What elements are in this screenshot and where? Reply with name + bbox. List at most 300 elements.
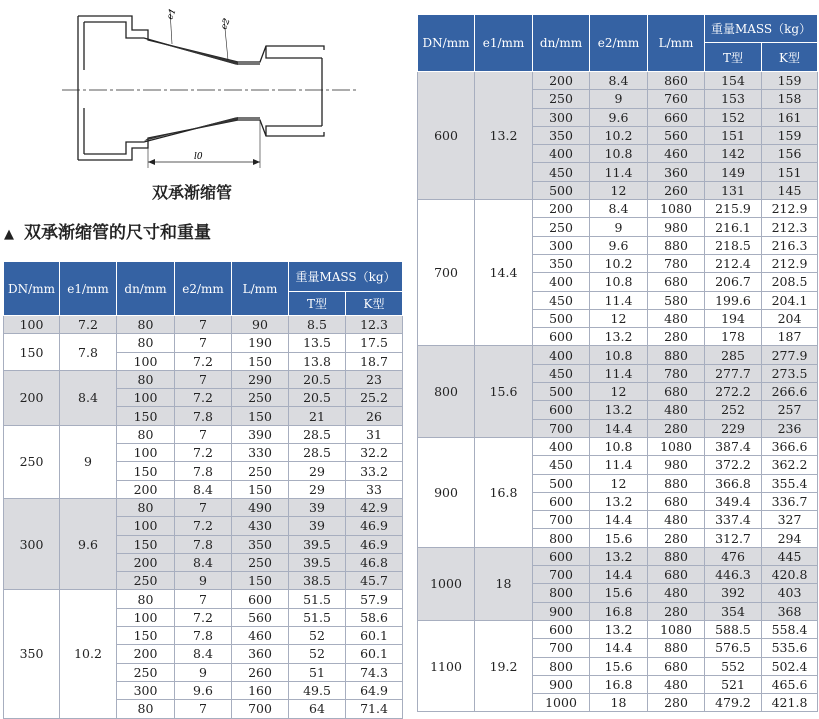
- cell-e2: 18: [590, 694, 648, 712]
- cell-l: 680: [648, 492, 705, 510]
- cell-mass-t: 272.2: [705, 383, 762, 401]
- table-row: [418, 620, 818, 638]
- cell-mass-t: 372.2: [705, 456, 762, 474]
- cell-mass-k: 33: [346, 480, 403, 498]
- cell-e2: 13.2: [590, 492, 648, 510]
- cell-dn: 200: [4, 370, 60, 425]
- cell-dn: 250: [4, 425, 60, 498]
- cell-e1: 19.2: [475, 620, 533, 711]
- cell-dn-small: 100: [117, 389, 175, 407]
- cell-mass-k: 502.4: [762, 657, 818, 675]
- cell-l: 880: [648, 236, 705, 254]
- cell-dn-small: 300: [117, 681, 175, 699]
- cell-mass-k: 12.3: [346, 316, 403, 334]
- cell-dn-small: 80: [117, 590, 175, 608]
- cell-mass-k: 151: [762, 163, 818, 181]
- header-e1: e1/mm: [60, 262, 117, 316]
- cell-mass-k: 60.1: [346, 645, 403, 663]
- cell-mass-k: 71.4: [346, 700, 403, 718]
- cell-l: 430: [232, 517, 289, 535]
- cell-mass-k: 277.9: [762, 346, 818, 364]
- cell-dn-small: 100: [117, 444, 175, 462]
- cell-l: 660: [648, 108, 705, 126]
- cell-dn-small: 600: [533, 492, 590, 510]
- cell-mass-k: 403: [762, 584, 818, 602]
- cell-dn-small: 900: [533, 602, 590, 620]
- cell-e2: 12: [590, 383, 648, 401]
- table-right-body: [418, 72, 818, 712]
- cell-e2: 9: [175, 663, 232, 681]
- cell-l: 460: [232, 627, 289, 645]
- cell-e1: 14.4: [475, 200, 533, 346]
- table-row: [418, 547, 818, 565]
- cell-l: 480: [648, 675, 705, 693]
- cell-e2: 7: [175, 700, 232, 718]
- cell-e2: 14.4: [590, 419, 648, 437]
- cell-e2: 10.2: [590, 254, 648, 272]
- cell-mass-k: 25.2: [346, 389, 403, 407]
- table-left-body: [4, 316, 403, 719]
- header-k: K型: [346, 292, 403, 316]
- cell-dn: 100: [4, 316, 60, 334]
- table-row: [4, 425, 403, 443]
- cell-dn-small: 80: [117, 316, 175, 334]
- cell-mass-k: 558.4: [762, 620, 818, 638]
- cell-mass-t: 38.5: [289, 572, 346, 590]
- cell-e2: 9: [590, 218, 648, 236]
- l0-label: l0: [194, 152, 203, 162]
- cell-l: 190: [232, 334, 289, 352]
- cell-mass-t: 212.4: [705, 254, 762, 272]
- cell-l: 1080: [648, 620, 705, 638]
- cell-e2: 8.4: [590, 200, 648, 218]
- cell-e2: 7: [175, 370, 232, 388]
- cell-mass-t: 312.7: [705, 529, 762, 547]
- cell-dn-small: 200: [117, 645, 175, 663]
- cell-mass-k: 355.4: [762, 474, 818, 492]
- header-dn-small: dn/mm: [117, 262, 175, 316]
- cell-mass-k: 42.9: [346, 498, 403, 516]
- cell-l: 580: [648, 291, 705, 309]
- cell-dn-small: 100: [117, 608, 175, 626]
- cell-dn-small: 250: [533, 90, 590, 108]
- cell-l: 480: [648, 584, 705, 602]
- cell-mass-t: 29: [289, 462, 346, 480]
- cell-mass-t: 149: [705, 163, 762, 181]
- cell-e2: 7: [175, 590, 232, 608]
- cell-e2: 7.8: [175, 627, 232, 645]
- cell-mass-k: 187: [762, 328, 818, 346]
- cell-dn-small: 400: [533, 437, 590, 455]
- triangle-icon: ▲: [4, 227, 14, 242]
- cell-dn: 150: [4, 334, 60, 371]
- cell-mass-k: 23: [346, 370, 403, 388]
- cell-mass-k: 257: [762, 401, 818, 419]
- cell-e2: 8.4: [175, 645, 232, 663]
- cell-e2: 7.2: [175, 517, 232, 535]
- cell-mass-t: 52: [289, 627, 346, 645]
- cell-mass-t: 154: [705, 72, 762, 90]
- cell-dn-small: 450: [533, 163, 590, 181]
- cell-dn-small: 600: [533, 401, 590, 419]
- cell-mass-k: 57.9: [346, 590, 403, 608]
- cell-mass-k: 465.6: [762, 675, 818, 693]
- cell-mass-k: 421.8: [762, 694, 818, 712]
- cell-mass-k: 159: [762, 126, 818, 144]
- cell-mass-k: 236: [762, 419, 818, 437]
- cell-mass-t: 52: [289, 645, 346, 663]
- cell-l: 250: [232, 553, 289, 571]
- cell-l: 560: [648, 126, 705, 144]
- cell-l: 460: [648, 145, 705, 163]
- cell-mass-k: 156: [762, 145, 818, 163]
- cell-dn-small: 150: [117, 627, 175, 645]
- cell-mass-k: 204.1: [762, 291, 818, 309]
- header-dn-small: dn/mm: [533, 15, 590, 72]
- cell-e2: 10.8: [590, 145, 648, 163]
- figure-caption: 双承渐缩管: [152, 183, 233, 202]
- cell-dn-small: 700: [533, 511, 590, 529]
- cell-e2: 10.8: [590, 273, 648, 291]
- cell-l: 600: [232, 590, 289, 608]
- cell-l: 250: [232, 462, 289, 480]
- header-mass: 重量MASS（kg）: [289, 262, 403, 292]
- cell-mass-k: 445: [762, 547, 818, 565]
- section-title: [4, 218, 211, 243]
- cell-e2: 9: [175, 572, 232, 590]
- cell-e2: 12: [590, 181, 648, 199]
- table-row: [4, 370, 403, 388]
- cell-mass-t: 152: [705, 108, 762, 126]
- cell-mass-k: 204: [762, 309, 818, 327]
- cell-mass-t: 446.3: [705, 566, 762, 584]
- cell-l: 980: [648, 218, 705, 236]
- cell-dn-small: 700: [533, 566, 590, 584]
- cell-dn-small: 80: [117, 700, 175, 718]
- cell-dn: 1100: [418, 620, 475, 711]
- cell-l: 150: [232, 407, 289, 425]
- cell-e2: 11.4: [590, 364, 648, 382]
- cell-dn-small: 1000: [533, 694, 590, 712]
- cell-e2: 13.2: [590, 620, 648, 638]
- cell-mass-t: 28.5: [289, 444, 346, 462]
- cell-dn-small: 450: [533, 456, 590, 474]
- cell-mass-k: 266.6: [762, 383, 818, 401]
- cell-e2: 7: [175, 498, 232, 516]
- cell-e2: 15.6: [590, 584, 648, 602]
- cell-mass-t: 142: [705, 145, 762, 163]
- cell-mass-k: 273.5: [762, 364, 818, 382]
- cell-e2: 7.8: [175, 535, 232, 553]
- cell-e2: 8.4: [590, 72, 648, 90]
- cell-e1: 13.2: [475, 72, 533, 200]
- cell-dn-small: 600: [533, 547, 590, 565]
- cell-e1: 9: [60, 425, 117, 498]
- cell-mass-t: 337.4: [705, 511, 762, 529]
- cell-mass-k: 158: [762, 90, 818, 108]
- cell-e2: 13.2: [590, 401, 648, 419]
- cell-l: 280: [648, 419, 705, 437]
- cell-e2: 16.8: [590, 602, 648, 620]
- cell-l: 680: [648, 566, 705, 584]
- cell-mass-k: 26: [346, 407, 403, 425]
- cell-l: 360: [648, 163, 705, 181]
- cell-dn-small: 700: [533, 639, 590, 657]
- cell-mass-t: 13.5: [289, 334, 346, 352]
- header-k: K型: [762, 43, 818, 72]
- cell-mass-k: 17.5: [346, 334, 403, 352]
- cell-mass-t: 51: [289, 663, 346, 681]
- cell-l: 280: [648, 602, 705, 620]
- cell-mass-t: 20.5: [289, 370, 346, 388]
- cell-l: 680: [648, 383, 705, 401]
- cell-e2: 7.8: [175, 407, 232, 425]
- cell-e1: 7.8: [60, 334, 117, 371]
- table-row: [4, 590, 403, 608]
- cell-e2: 7.8: [175, 462, 232, 480]
- cell-mass-k: 420.8: [762, 566, 818, 584]
- cell-e2: 11.4: [590, 291, 648, 309]
- cell-dn-small: 400: [533, 273, 590, 291]
- cell-e2: 10.8: [590, 437, 648, 455]
- cell-mass-t: 476: [705, 547, 762, 565]
- cell-mass-k: 208.5: [762, 273, 818, 291]
- cell-mass-k: 60.1: [346, 627, 403, 645]
- cell-mass-t: 285: [705, 346, 762, 364]
- cell-e1: 9.6: [60, 498, 117, 589]
- cell-l: 560: [232, 608, 289, 626]
- cell-dn-small: 450: [533, 291, 590, 309]
- cell-mass-t: 151: [705, 126, 762, 144]
- cell-e2: 9.6: [590, 236, 648, 254]
- cell-e2: 7.2: [175, 444, 232, 462]
- cell-mass-t: 39: [289, 517, 346, 535]
- cell-l: 260: [648, 181, 705, 199]
- cell-mass-k: 161: [762, 108, 818, 126]
- header-l: L/mm: [232, 262, 289, 316]
- cell-mass-t: 392: [705, 584, 762, 602]
- cell-mass-k: 45.7: [346, 572, 403, 590]
- cell-dn-small: 450: [533, 364, 590, 382]
- cell-mass-t: 216.1: [705, 218, 762, 236]
- header-dn: DN/mm: [4, 262, 60, 316]
- cell-l: 260: [232, 663, 289, 681]
- cell-mass-k: 58.6: [346, 608, 403, 626]
- cell-e2: 10.2: [590, 126, 648, 144]
- header-e1: e1/mm: [475, 15, 533, 72]
- cell-dn-small: 250: [117, 572, 175, 590]
- cell-l: 330: [232, 444, 289, 462]
- cell-dn-small: 500: [533, 383, 590, 401]
- cell-mass-t: 588.5: [705, 620, 762, 638]
- cell-mass-t: 479.2: [705, 694, 762, 712]
- cell-mass-k: 46.9: [346, 517, 403, 535]
- header-dn: DN/mm: [418, 15, 475, 72]
- cell-e2: 13.2: [590, 328, 648, 346]
- header-l: L/mm: [648, 15, 705, 72]
- cell-e2: 14.4: [590, 511, 648, 529]
- cell-mass-t: 252: [705, 401, 762, 419]
- cell-dn-small: 350: [533, 126, 590, 144]
- cell-dn-small: 80: [117, 370, 175, 388]
- cell-mass-t: 51.5: [289, 590, 346, 608]
- cell-dn-small: 600: [533, 620, 590, 638]
- cell-dn-small: 500: [533, 181, 590, 199]
- cell-mass-t: 153: [705, 90, 762, 108]
- cell-mass-t: 21: [289, 407, 346, 425]
- cell-l: 980: [648, 456, 705, 474]
- cell-l: 860: [648, 72, 705, 90]
- cell-e1: 18: [475, 547, 533, 620]
- cell-e2: 7: [175, 316, 232, 334]
- cell-dn-small: 300: [533, 236, 590, 254]
- table-row: [418, 72, 818, 90]
- cell-mass-t: 387.4: [705, 437, 762, 455]
- cell-mass-t: 28.5: [289, 425, 346, 443]
- cell-dn-small: 300: [533, 108, 590, 126]
- cell-dn-small: 800: [533, 584, 590, 602]
- cell-e2: 8.4: [175, 480, 232, 498]
- cell-mass-t: 194: [705, 309, 762, 327]
- cell-dn-small: 200: [533, 72, 590, 90]
- cell-dn: 900: [418, 437, 475, 547]
- cell-l: 350: [232, 535, 289, 553]
- cell-mass-t: 199.6: [705, 291, 762, 309]
- cell-dn-small: 500: [533, 474, 590, 492]
- cell-dn-small: 80: [117, 425, 175, 443]
- header-t: T型: [289, 292, 346, 316]
- cell-dn-small: 80: [117, 498, 175, 516]
- cell-dn-small: 400: [533, 145, 590, 163]
- cell-e1: 7.2: [60, 316, 117, 334]
- cell-dn-small: 80: [117, 334, 175, 352]
- cell-l: 480: [648, 401, 705, 419]
- cell-mass-t: 218.5: [705, 236, 762, 254]
- cell-l: 150: [232, 572, 289, 590]
- cell-l: 280: [648, 529, 705, 547]
- cell-e2: 8.4: [175, 553, 232, 571]
- cell-e2: 13.2: [590, 547, 648, 565]
- cell-l: 280: [648, 328, 705, 346]
- cell-mass-k: 46.9: [346, 535, 403, 553]
- cell-mass-k: 212.9: [762, 200, 818, 218]
- cell-e2: 15.6: [590, 529, 648, 547]
- cell-mass-t: 64: [289, 700, 346, 718]
- cell-e2: 14.4: [590, 566, 648, 584]
- cell-mass-k: 368: [762, 602, 818, 620]
- cell-e2: 12: [590, 474, 648, 492]
- cell-l: 700: [232, 700, 289, 718]
- cell-e2: 10.8: [590, 346, 648, 364]
- cell-l: 1080: [648, 437, 705, 455]
- cell-l: 760: [648, 90, 705, 108]
- cell-dn-small: 250: [117, 663, 175, 681]
- cell-e2: 11.4: [590, 456, 648, 474]
- cell-e2: 9: [590, 90, 648, 108]
- table-row: [418, 200, 818, 218]
- cell-e2: 16.8: [590, 675, 648, 693]
- cell-l: 880: [648, 639, 705, 657]
- cell-l: 150: [232, 352, 289, 370]
- cell-dn: 350: [4, 590, 60, 718]
- cell-dn-small: 500: [533, 309, 590, 327]
- section-title-text: 双承渐缩管的尺寸和重量: [24, 223, 211, 243]
- cell-l: 780: [648, 254, 705, 272]
- header-e2: e2/mm: [590, 15, 648, 72]
- cell-mass-t: 131: [705, 181, 762, 199]
- table-row: [418, 346, 818, 364]
- cell-l: 160: [232, 681, 289, 699]
- cell-mass-k: 32.2: [346, 444, 403, 462]
- cell-mass-k: 327: [762, 511, 818, 529]
- cell-mass-t: 49.5: [289, 681, 346, 699]
- cell-dn: 1000: [418, 547, 475, 620]
- cell-mass-t: 552: [705, 657, 762, 675]
- cell-l: 780: [648, 364, 705, 382]
- cell-mass-t: 206.7: [705, 273, 762, 291]
- cell-dn: 700: [418, 200, 475, 346]
- cell-l: 250: [232, 389, 289, 407]
- cell-dn-small: 100: [117, 517, 175, 535]
- cell-e1: 15.6: [475, 346, 533, 437]
- cell-mass-k: 31: [346, 425, 403, 443]
- e1-label: e1: [165, 7, 179, 22]
- cell-l: 480: [648, 511, 705, 529]
- cell-mass-t: 215.9: [705, 200, 762, 218]
- cell-e2: 7: [175, 334, 232, 352]
- cell-dn-small: 800: [533, 529, 590, 547]
- cell-e2: 11.4: [590, 163, 648, 181]
- cell-dn-small: 250: [533, 218, 590, 236]
- cell-l: 880: [648, 474, 705, 492]
- cell-mass-k: 535.6: [762, 639, 818, 657]
- header-mass: 重量MASS（kg）: [705, 15, 818, 43]
- cell-mass-t: 29: [289, 480, 346, 498]
- cell-dn-small: 600: [533, 328, 590, 346]
- cell-e1: 10.2: [60, 590, 117, 718]
- cell-mass-t: 521: [705, 675, 762, 693]
- cell-dn: 300: [4, 498, 60, 589]
- cell-e1: 8.4: [60, 370, 117, 425]
- cell-l: 490: [232, 498, 289, 516]
- cell-dn-small: 150: [117, 462, 175, 480]
- cell-dn-small: 700: [533, 419, 590, 437]
- cell-mass-t: 39.5: [289, 535, 346, 553]
- cell-mass-k: 336.7: [762, 492, 818, 510]
- cell-mass-k: 33.2: [346, 462, 403, 480]
- reducer-diagram: [60, 2, 360, 180]
- cell-e2: 7.2: [175, 389, 232, 407]
- cell-mass-t: 8.5: [289, 316, 346, 334]
- cell-mass-k: 362.2: [762, 456, 818, 474]
- cell-l: 680: [648, 273, 705, 291]
- cell-mass-k: 159: [762, 72, 818, 90]
- cell-mass-k: 294: [762, 529, 818, 547]
- cell-dn-small: 400: [533, 346, 590, 364]
- cell-l: 880: [648, 346, 705, 364]
- cell-l: 680: [648, 657, 705, 675]
- table-row: [4, 316, 403, 334]
- cell-l: 360: [232, 645, 289, 663]
- cell-mass-k: 212.9: [762, 254, 818, 272]
- header-t: T型: [705, 43, 762, 72]
- cell-e2: 15.6: [590, 657, 648, 675]
- table-row: [418, 437, 818, 455]
- cell-dn-small: 900: [533, 675, 590, 693]
- cell-mass-t: 51.5: [289, 608, 346, 626]
- cell-e2: 12: [590, 309, 648, 327]
- cell-dn-small: 150: [117, 535, 175, 553]
